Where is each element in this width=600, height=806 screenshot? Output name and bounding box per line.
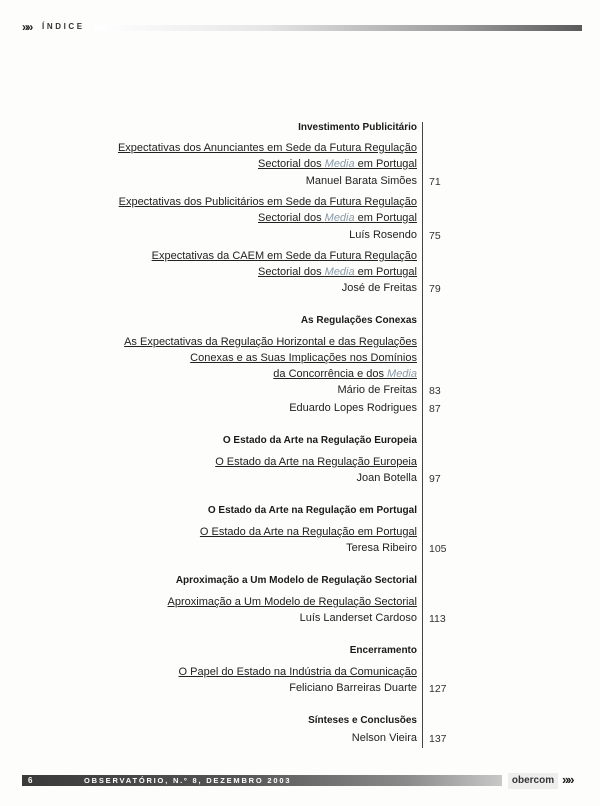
toc-entry-title[interactable]: Conexas e as Suas Implicações nos Domínios	[190, 352, 417, 364]
section-heading-estado-europeia: O Estado da Arte na Regulação Europeia	[222, 435, 417, 446]
section-heading-aproximacao: Aproximação a Um Modelo de Regulação Sectorial	[175, 575, 417, 586]
header-gradient-bar	[94, 25, 582, 31]
toc-entry-title[interactable]: Sectorial dos Media em Portugal	[258, 266, 417, 278]
footer-publication: OBSERVATÓRIO, N.º 8, DEZEMBRO 2003	[84, 776, 292, 785]
toc-author: José de Freitas	[341, 282, 417, 294]
toc-author: Mário de Freitas	[337, 384, 417, 396]
toc-page-number: 97	[429, 473, 441, 485]
toc-author: Luís Rosendo	[349, 229, 417, 241]
toc-entry-title[interactable]: Sectorial dos Media em Portugal	[258, 158, 417, 170]
toc-author: Joan Botella	[356, 472, 417, 484]
toc-author: Eduardo Lopes Rodrigues	[289, 402, 417, 414]
toc-entry-title[interactable]: O Papel do Estado na Indústria da Comunicação	[178, 666, 417, 678]
header-label: ÍNDICE	[42, 22, 85, 31]
toc-page-number: 79	[429, 283, 441, 295]
toc-entry-title[interactable]: Expectativas dos Publicitários em Sede da Futura Regulação	[118, 196, 417, 208]
section-heading-estado-portugal: O Estado da Arte na Regulação em Portugal	[207, 505, 417, 516]
obercom-logo: obercom	[508, 773, 558, 789]
toc-entry-title[interactable]: As Expectativas da Regulação Horizontal e das Regulações	[124, 336, 417, 348]
toc-author: Manuel Barata Simões	[305, 175, 417, 187]
toc-page-number: 87	[429, 403, 441, 415]
page-footer	[22, 773, 582, 789]
toc-page-number: 105	[429, 543, 447, 555]
toc-author: Feliciano Barreiras Duarte	[289, 682, 417, 694]
toc-entry-title[interactable]: Expectativas dos Anunciantes em Sede da Futura Regulação	[117, 142, 417, 154]
section-heading-investimento: Investimento Publicitário	[298, 122, 417, 133]
toc-page-number: 137	[429, 733, 447, 745]
toc-entry-title[interactable]: Expectativas da CAEM em Sede da Futura Regulação	[151, 250, 417, 262]
toc-entry-title[interactable]: Sectorial dos Media em Portugal	[258, 212, 417, 224]
footer-page-number: 6	[28, 776, 33, 785]
toc-author: Teresa Ribeiro	[346, 542, 417, 554]
toc-entry-title[interactable]: da Concorrência e dos Media	[273, 368, 417, 380]
toc-page-number: 75	[429, 230, 441, 242]
toc-entry-title[interactable]: O Estado da Arte na Regulação em Portugal	[199, 526, 417, 538]
toc-page-number: 71	[429, 176, 441, 188]
toc-entry-title[interactable]: Aproximação a Um Modelo de Regulação Sectorial	[167, 596, 417, 608]
toc-entry-title[interactable]: O Estado da Arte na Regulação Europeia	[215, 456, 417, 468]
toc-author: Nelson Vieira	[351, 732, 417, 744]
toc-page-number: 127	[429, 683, 447, 695]
toc-page-number: 83	[429, 385, 441, 397]
page-header	[22, 22, 582, 36]
vertical-divider	[422, 122, 423, 748]
toc-author: Luís Landerset Cardoso	[299, 612, 417, 624]
chevrons-icon: »»	[22, 20, 32, 34]
section-heading-encerramento: Encerramento	[349, 645, 417, 656]
section-heading-regulacoes-conexas: As Regulações Conexas	[300, 315, 417, 326]
toc-page-number: 113	[429, 613, 446, 625]
chevrons-icon: »»	[562, 772, 573, 787]
section-heading-sinteses: Sínteses e Conclusões	[308, 715, 417, 726]
